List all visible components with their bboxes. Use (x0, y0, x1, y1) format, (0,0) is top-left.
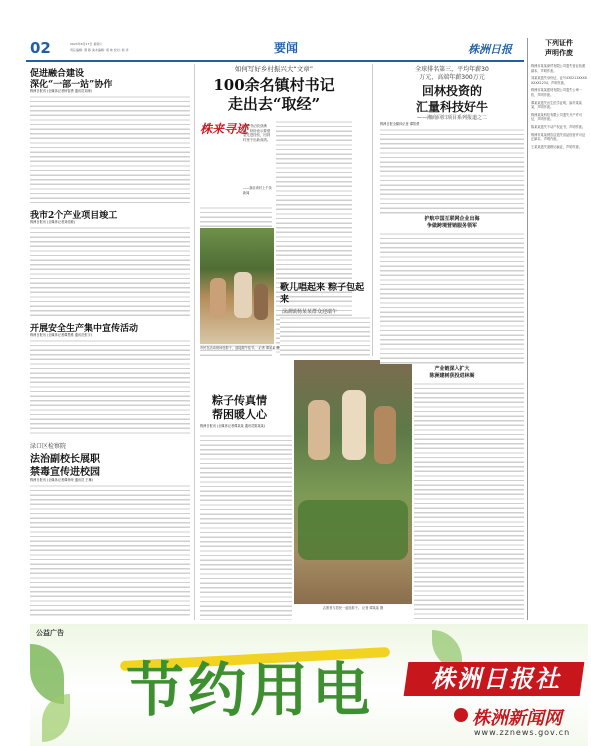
center-quote: 这些书记收获满满，纷纷表示要借鉴先进经验，回到村里干出新成绩。 (243, 124, 271, 142)
article-4-headline-line1: 法治副校长展职 (30, 454, 100, 465)
right-subhead-2-line1: 产业链深入扩大 (434, 366, 470, 372)
photo-figure (234, 272, 252, 318)
newspaper-name: 株洲日报社 (431, 664, 561, 693)
rice-headline-line2: 帮困暖人心 (212, 408, 267, 421)
right-subhead-1-line1: 护航中国互联网企业出海 (424, 216, 480, 222)
column-divider (194, 64, 195, 620)
article-3-body (30, 339, 190, 437)
rice-byline: 株洲日报讯 (全媒体记者谭某某 通讯员陈某某) (200, 424, 266, 428)
center-headline-line2: 走出去“取经” (227, 95, 321, 113)
photo-figure (374, 406, 396, 464)
public-ad (30, 624, 588, 746)
right-subhead-1 (380, 216, 524, 230)
photo-figure (342, 390, 366, 460)
photo-dragon-boat (200, 228, 274, 344)
ad-label: 公益广告 (36, 629, 64, 637)
right-kicker-line2: 万元，高端年薪300万元 (419, 74, 485, 81)
column-divider (527, 38, 528, 620)
right-body-2 (380, 232, 524, 364)
center-body-3 (356, 120, 364, 220)
right-headline-line2: 汇量科技好牛 (415, 100, 488, 114)
right-subhead-2-line2: 陈洲建树获投进林阁 (429, 373, 475, 379)
site-name: 株洲新闻网 (472, 708, 562, 729)
article-3-byline: 株洲日报讯 (全媒体记者谭思维 通讯员张宇) (30, 333, 92, 337)
right-body-1 (380, 128, 524, 214)
right-subtitle: ——湘商回归项目系列报道之二 (416, 115, 487, 121)
photo-figure (254, 284, 268, 320)
classified-item: 王某某遗失道路运输证，声明作废。 (531, 144, 582, 149)
right-kicker-line1: 全球排名第三，平均年薪30 (415, 66, 489, 73)
photo-rice-caption: 志愿者与居民一起包粽子。 记者 谭某某 摄 (322, 606, 384, 610)
photo-dragon-boat-caption: 市民在活动现场包粽子，迎接端午佳节。 记者 谭某某 摄 (200, 346, 280, 350)
newspaper-seal (406, 662, 582, 698)
dragon-subhead: 渌湖镇杨某某群众迎端午 (282, 309, 338, 315)
article-1-byline: 株洲日报讯 (全媒体记者杨智勇 通讯员刘涛) (30, 89, 92, 93)
editors-line: 责任编辑: 谭 蓉 美术编辑: 胡 帅 校对: 杨 洋 (70, 48, 129, 52)
article-2-body (30, 226, 190, 316)
rice-headline-line1: 粽子传真情 (212, 394, 267, 407)
leaf-decoration (42, 694, 70, 742)
logo-mark-icon (454, 708, 468, 722)
article-4-byline: 株洲日报讯 (全媒体记者谭杨荣 通讯员 王琳) (30, 478, 93, 482)
ad-slogan: 节约用电 (126, 656, 375, 724)
right-headline-line1: 回林投资的 (421, 84, 482, 98)
photo-rice-dumplings (294, 360, 412, 604)
dragon-body (280, 316, 370, 356)
date-line: 2023年6月17日 星期六 (70, 42, 103, 46)
classified-item: 陈某某遗失不动产权证书，声明作废。 (531, 124, 586, 129)
side-title-1: 下列证件 (545, 39, 573, 47)
article-1-body (30, 95, 190, 203)
article-1-headline-line2: 深化“一部一站”协作 (30, 80, 113, 90)
classified-item: 株洲某某科技有限公司遗失开户许可证，声明作废。 (531, 112, 582, 122)
section-name: 要闻 (274, 41, 299, 55)
rice-body (200, 434, 292, 620)
masthead (26, 38, 526, 60)
classified-item: 谭某某遗失出生医学证明，编号某某某，声明作废。 (531, 100, 582, 110)
classified-item: 株洲市某某商贸有限公司遗失营业执照副本，声明作废。 (531, 64, 586, 73)
article-4-kicker: 渌口区检察院 (30, 443, 67, 450)
page-number: 02 (30, 39, 51, 57)
side-title-2: 声明作废 (545, 49, 573, 57)
center-headline-line1: 100余名镇村书记 (213, 76, 335, 94)
classified-item: 株洲市某某餐饮店遗失食品经营许可证正副本，声明作废。 (531, 132, 586, 142)
photo-figure (210, 278, 226, 318)
column-divider (372, 64, 373, 356)
site-url: www.zznews.gov.cn (474, 728, 571, 737)
masthead-rule (26, 60, 524, 62)
article-2-byline: 株洲日报讯 (全媒体记者刘佳敏) (30, 220, 75, 224)
article-4-headline-line2: 禁毒宣传进校园 (30, 467, 100, 478)
classifieds-list (531, 64, 587, 364)
column-logo: 株来寻迹 (200, 122, 249, 136)
center-kicker: 如何写好乡村振兴大“文章” (234, 65, 314, 73)
center-quote-attribution: ——摘自该村上千条新闻 (243, 186, 272, 195)
article-1-headline-line1: 促进融合建设 (30, 69, 85, 79)
right-author: 株洲日报全媒体记者 谭智勇 (380, 122, 420, 126)
photo-leaves (298, 500, 408, 560)
classified-item: 株洲市某某建材有限公司遗失公章一枚，声明作废。 (531, 88, 582, 97)
dragon-kicker: 歌儿唱起来 粽子包起来 (280, 283, 365, 305)
right-subhead-2 (380, 366, 524, 380)
classified-item: 刘某某遗失身份证，证号430211XXXXXXXX1234，声明作废。 (531, 76, 587, 85)
newspaper-logo: 株洲日报 (468, 43, 512, 56)
right-subhead-1-line2: 争做跨境营销服务领军 (426, 223, 477, 229)
article-3-headline: 开展安全生产集中宣传活动 (30, 324, 139, 334)
article-2-headline: 我市2个产业项目竣工 (30, 211, 118, 221)
right-body-3 (414, 382, 524, 620)
photo-figure (308, 400, 330, 460)
article-4-body (30, 484, 190, 618)
side-column-header (530, 38, 588, 60)
